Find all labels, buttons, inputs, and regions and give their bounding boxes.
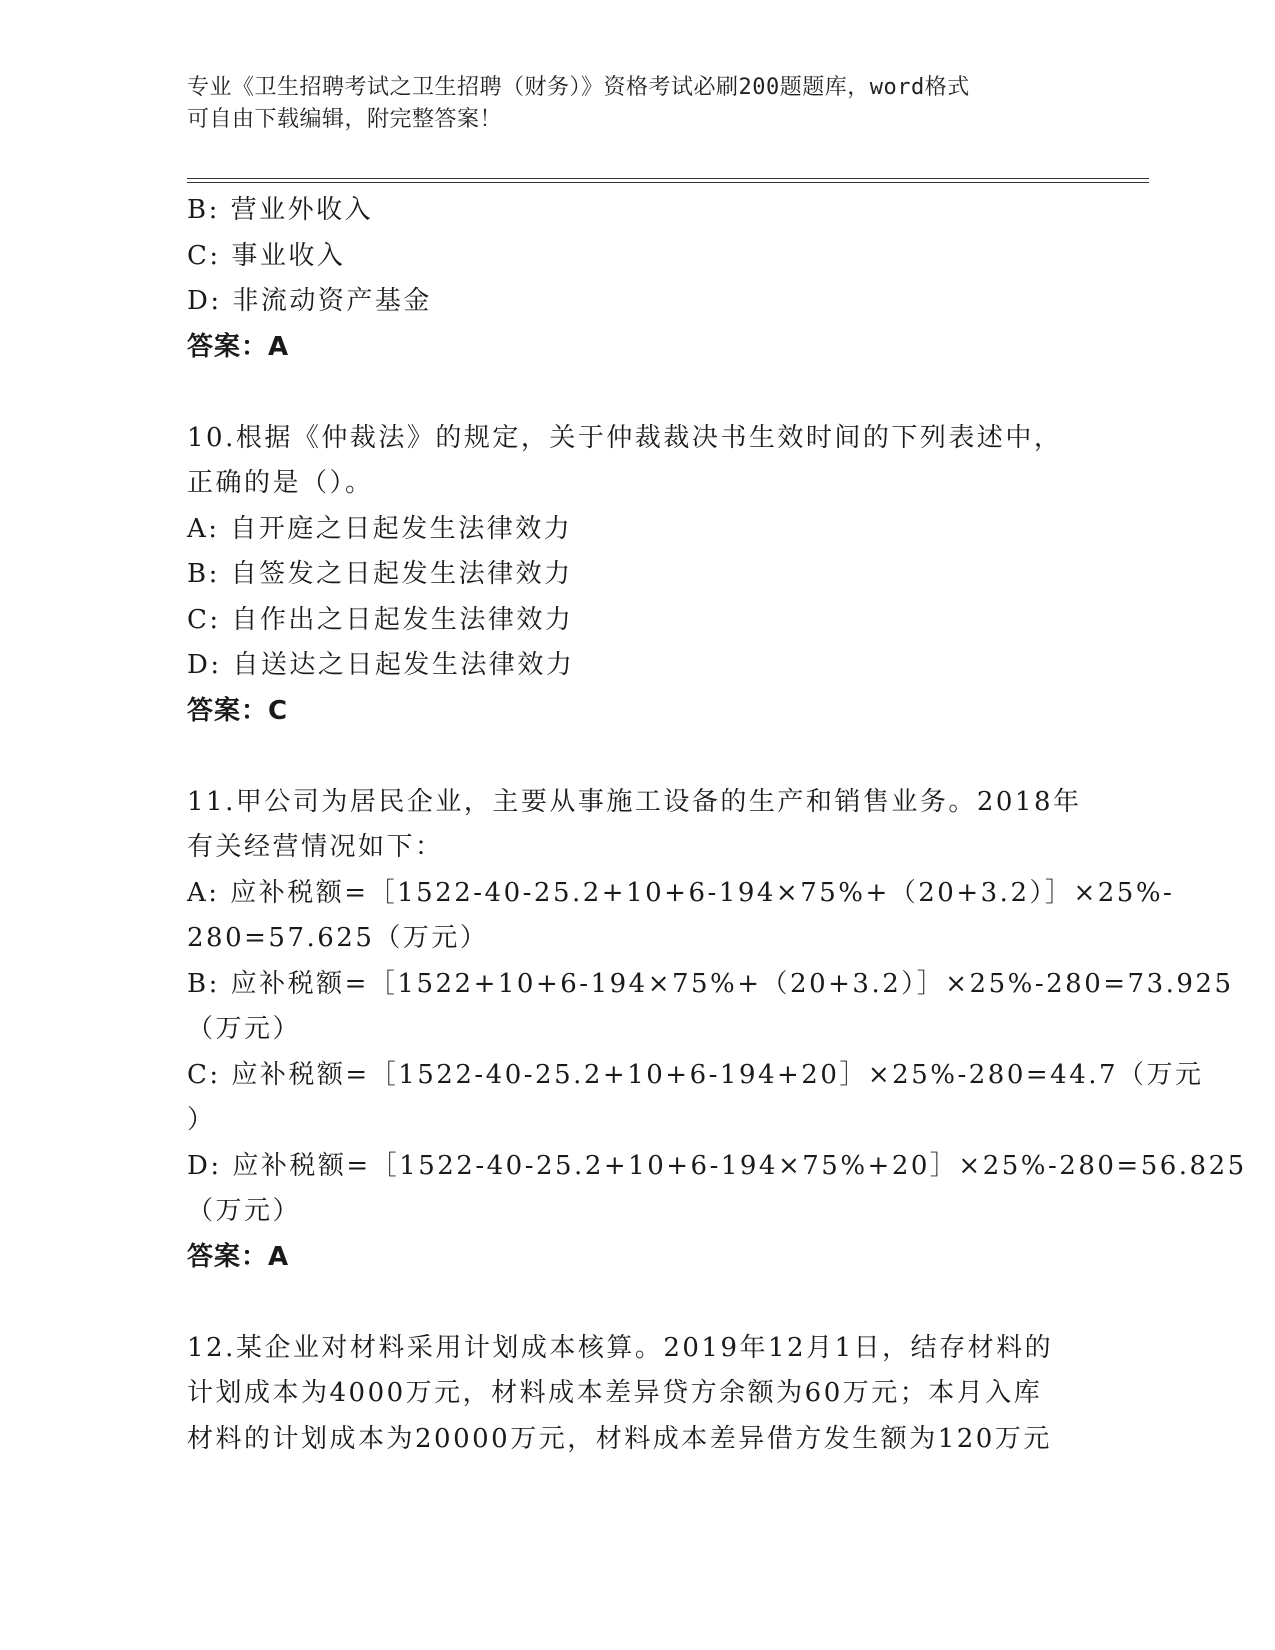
answer: 答案：A: [187, 1241, 290, 1272]
option-c-cont: ）: [187, 1105, 216, 1135]
option-c: C: 应补税额=［1522-40-25.2+10+6-194+20］×25%-280=44.7（万元: [187, 1059, 1204, 1090]
option-d-cont: （万元）: [187, 1196, 302, 1226]
question-10: [187, 416, 1092, 735]
answer: 答案：A: [187, 331, 290, 362]
spacer: [187, 1280, 1092, 1326]
header-line-1: 专业《卫生招聘考试之卫生招聘（财务）》资格考试必刷200题题库，word格式: [187, 75, 970, 100]
spacer: [187, 370, 1092, 416]
question-9: [187, 188, 1092, 370]
option-c: C: 事业收入: [187, 240, 346, 271]
header-line-2: 可自由下载编辑，附完整答案！: [187, 107, 503, 132]
document-body: [187, 188, 1247, 1462]
option-b: B: 营业外收入: [187, 195, 374, 225]
option-b: B: 自签发之日起发生法律效力: [187, 559, 573, 589]
question-stem: 11.甲公司为居民企业，主要从事施工设备的生产和销售业务。2018年: [187, 786, 1082, 817]
question-11: [187, 780, 1247, 1281]
question-12: [187, 1326, 1092, 1463]
question-stem-cont: 计划成本为4000万元，材料成本差异贷方余额为60万元；本月入库: [187, 1378, 1043, 1408]
question-stem-cont: 有关经营情况如下：: [187, 832, 444, 862]
option-a-cont: 280=57.625（万元）: [187, 923, 489, 953]
option-b: B: 应补税额=［1522+10+6-194×75%+（20+3.2）］×25%-280=73.925: [187, 968, 1234, 999]
option-c: C: 自作出之日起发生法律效力: [187, 604, 574, 635]
question-stem: 12.某企业对材料采用计划成本核算。2019年12月1日，结存材料的: [187, 1332, 1054, 1363]
option-a: A: 应补税额=［1522-40-25.2+10+6-194×75%+（20+3.2）］×25%-: [187, 877, 1175, 908]
option-d: D: 自送达之日起发生法律效力: [187, 650, 575, 680]
option-d: D: 应补税额=［1522-40-25.2+10+6-194×75%+20］×25%-280=56.825: [187, 1150, 1247, 1181]
answer: 答案：C: [187, 695, 289, 726]
option-b-cont: （万元）: [187, 1014, 302, 1044]
question-stem: 10.根据《仲裁法》的规定，关于仲裁裁决书生效时间的下列表述中，: [187, 422, 1063, 453]
option-d: D: 非流动资产基金: [187, 286, 432, 316]
spacer: [187, 734, 1092, 780]
question-stem-cont: 材料的计划成本为20000万元，材料成本差异借方发生额为120万元: [187, 1423, 1052, 1454]
document-header: [187, 72, 1087, 136]
option-a: A: 自开庭之日起发生法律效力: [187, 513, 573, 544]
question-stem-cont: 正确的是（）。: [187, 468, 374, 498]
header-divider: [187, 178, 1149, 183]
